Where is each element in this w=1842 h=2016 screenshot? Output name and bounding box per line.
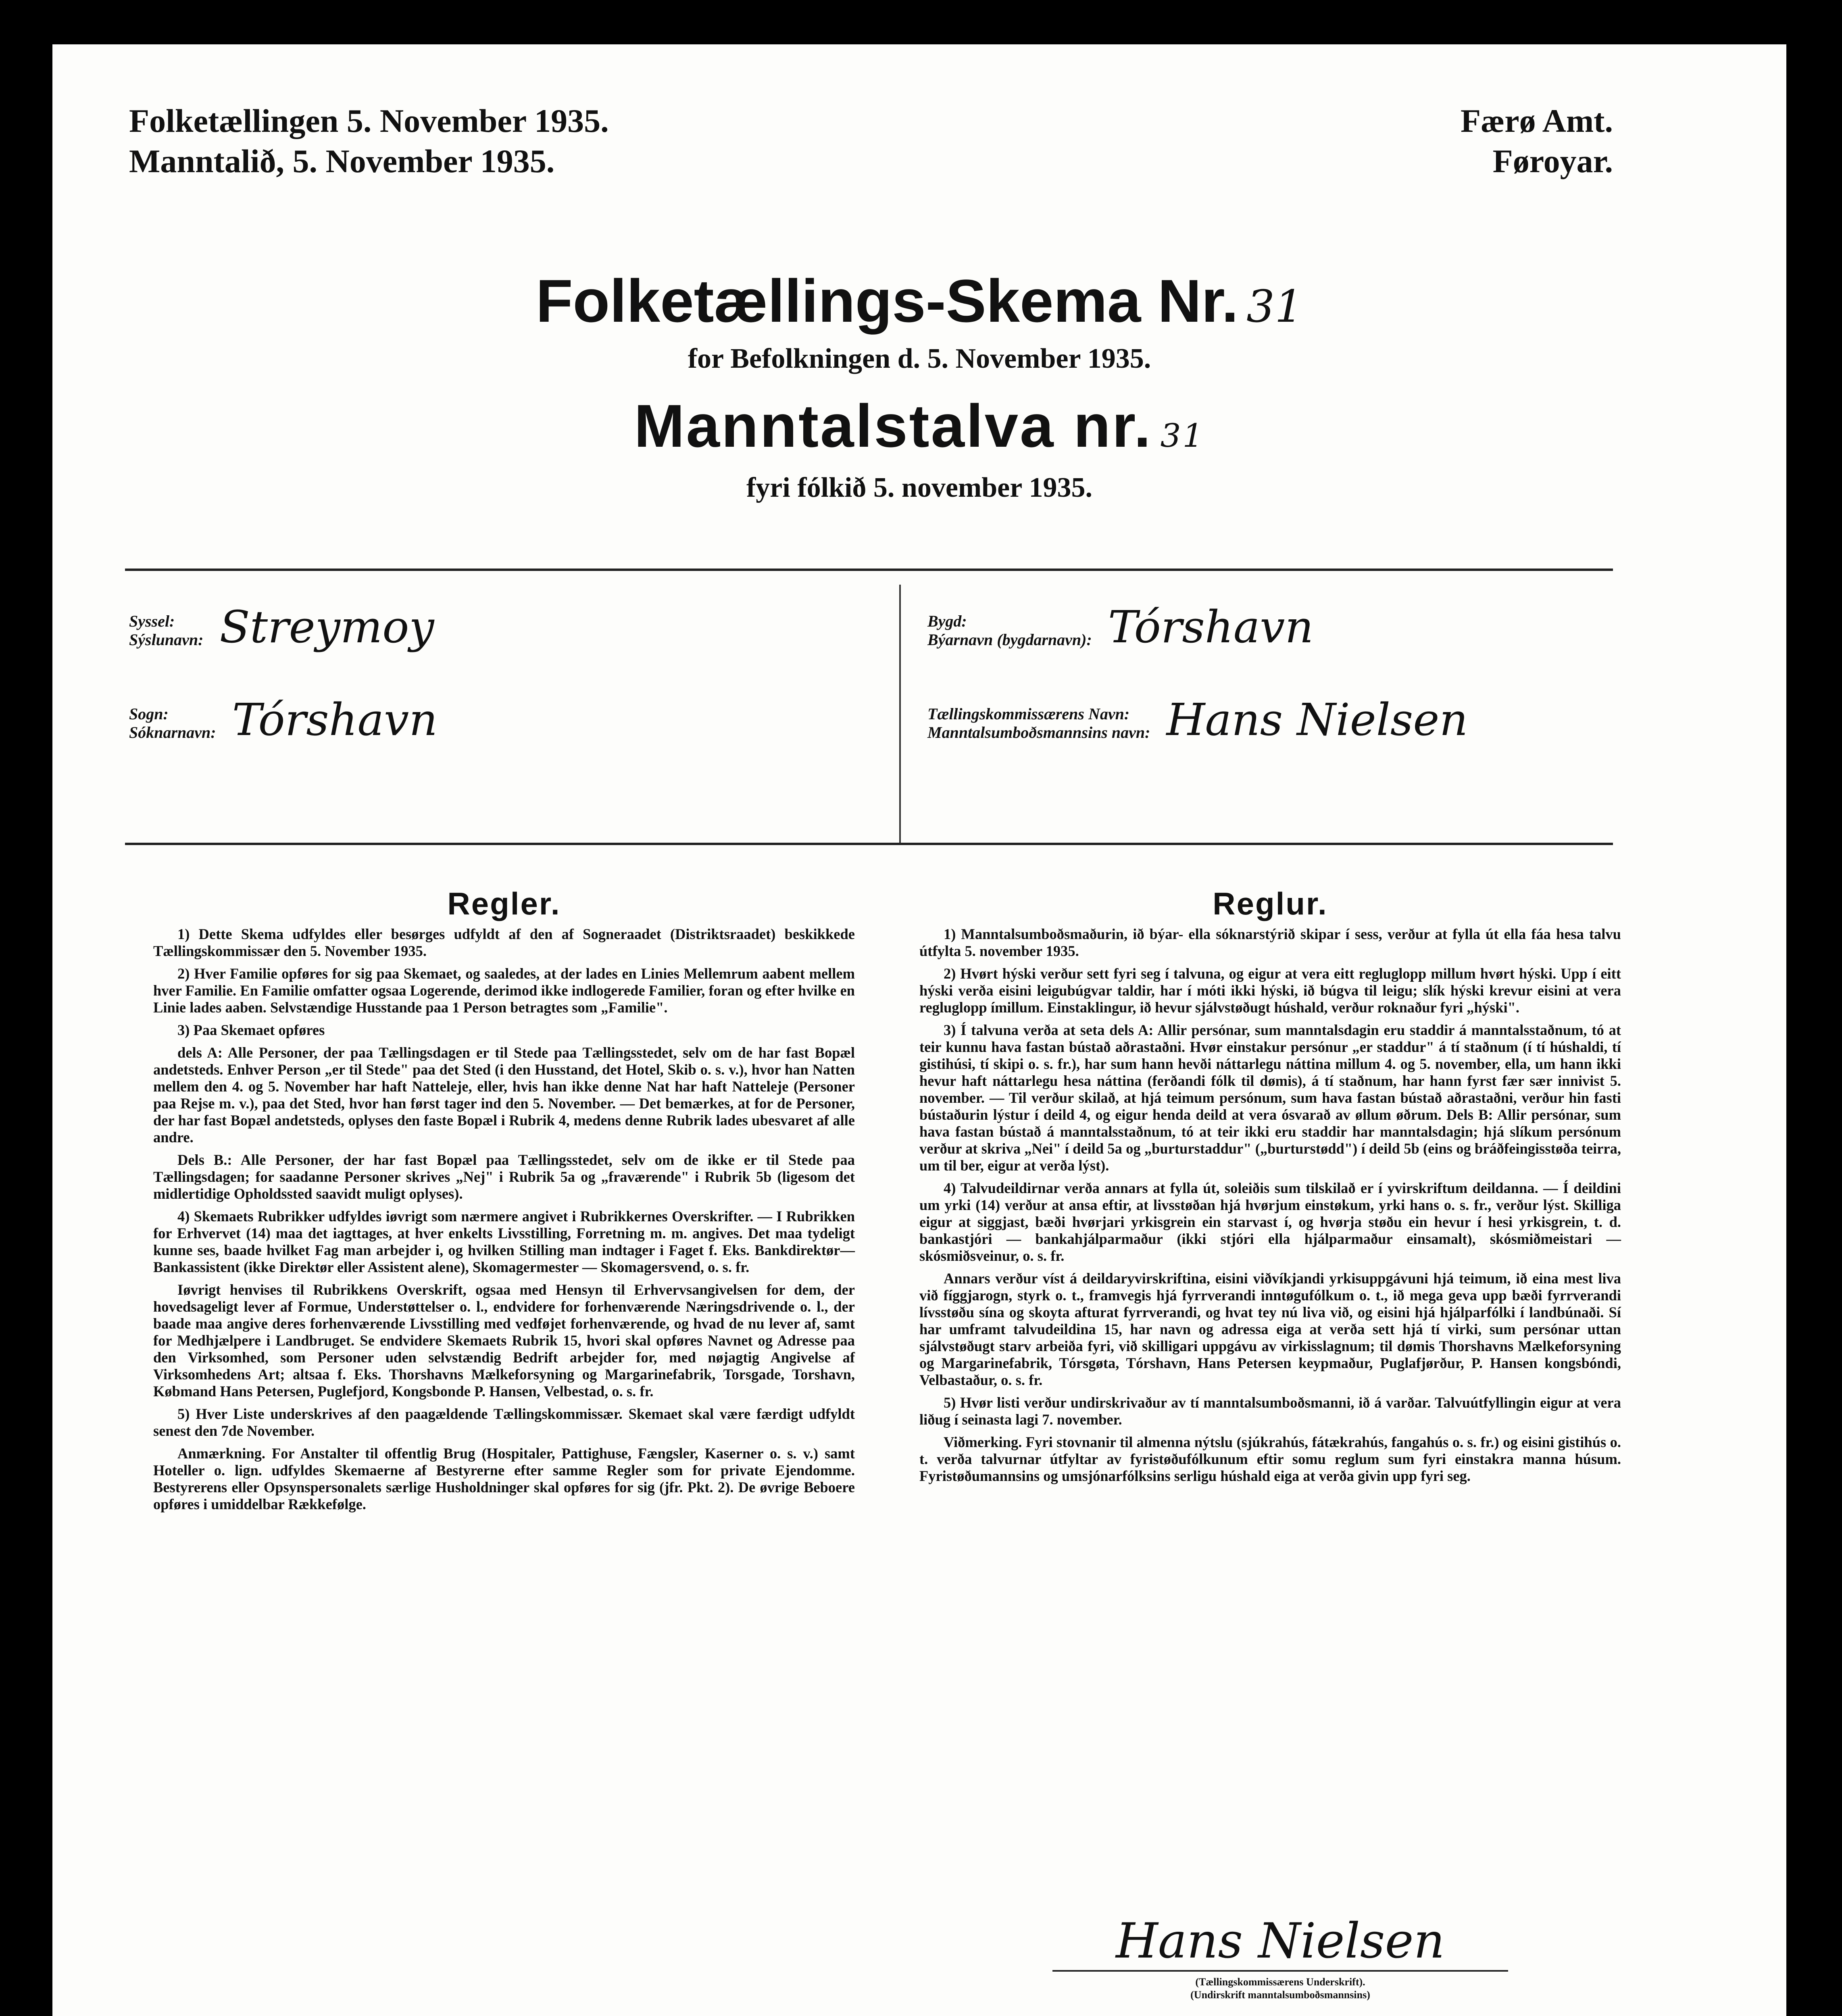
regler-paragraph: 3) Paa Skemaet opføres <box>177 1022 325 1038</box>
header-right <box>1461 101 1613 181</box>
divider-top <box>125 569 1613 571</box>
schema-number: 31 <box>1246 281 1303 332</box>
signature-caption-faroese: (Undirskrift manntalsumboðsmannsins) <box>1190 1989 1370 2001</box>
regler-paragraph: Iøvrigt henvises til Rubrikkens Overskrift, ogsaa med Hensyn til Erhvervsangivelsen for dem, der hovedsageligt lever af Formue, Understøttelser o. l., endvidere for forhenværende Næringsdrivende o. l., der baade maa angive deres forhenværende Livsstilling med vedføjet forhenværende, og hvad de nu lever af, samt for Medhjælpere i Landbruget. Se endvidere Skemaets Rubrik 15, hvori skal opføres Navnet og Adresse paa den Virksomhed, som Personer uden selvstændig Bedrift arbejder for, med nøjagtig Angivelse af Virksomhedens Art; altsaa f. Eks. Thorshavns Mælkeforsyning og Margarinefabrik, Torsgade, Torshavn, Købmand Hans Petersen, Puglefjord, Kongsbonde P. Hansen, Velbestad, o. s. fr. <box>153 1281 855 1400</box>
field-syssel-value: Streymoy <box>219 601 434 653</box>
manntal-title <box>52 391 1786 461</box>
reglur-paragraph: 5) Hvør listi verður undirskrivaður av tí manntalsumboðsmanni, ið á varðar. Talvuútfyllingin eigur at vera liðug í seinasta lagi 7. november. <box>919 1394 1621 1428</box>
field-bygd-value: Tórshavn <box>1108 601 1314 653</box>
field-bygd-label: Bygd: Býarnavn (bygdarnavn): <box>927 612 1092 649</box>
regler-paragraph: 5) Hver Liste underskrives af den paagældende Tællingskommissær. Skemaet skal være færdigt udfyldt senest den 7de November. <box>153 1406 855 1439</box>
field-syssel-label: Syssel: Sýslunavn: <box>129 612 204 649</box>
manntal-number: 31 <box>1160 417 1205 454</box>
reglur-paragraph: Viðmerking. Fyri stovnanir til almenna nýtslu (sjúkrahús, fátækrahús, fangahús o. s. fr.) og eisini gistihús o. t. verða talvurnar útfyltar av fyristøðufólkunum eftir somu reglum sum fyri einstakra manna húsum. Fyristøðumannsins og umsjónarfólksins serligu húshald eiga at verða givin upp fyri seg. <box>919 1434 1621 1484</box>
header-census-faroese: Manntalið, 5. November 1935. <box>129 143 555 179</box>
field-kommissaer-value: Hans Nielsen <box>1166 694 1468 746</box>
signature-block <box>1052 1915 1508 2001</box>
signature-caption-danish: (Tællingskommissærens Underskrift). <box>1195 1976 1365 1988</box>
divider-bottom <box>125 843 1613 845</box>
regler-paragraph: 1) Dette Skema udfyldes eller besørges udfyldt af den af Sogneraadet (Distriktsraadet) beskikkede Tællingskommissær den 5. November 1935. <box>153 926 855 959</box>
reglur-column <box>919 886 1621 1490</box>
reglur-heading: Reglur. <box>1213 886 1328 921</box>
reglur-paragraph: 3) Í talvuna verða at seta dels A: Allir persónar, sum manntalsdagin eru staddir á manntalsstaðnum, tó at teir kunnu hava fastan bústað aðrastaðni. Hvør einstakur persónur „er staddur" á tí staðnum (í tí húshaldi, tí gistihúsi, tí skipi o. s. fr.), har sum hann hevði náttarlegu náttina millum 4. og 5. november, ella, um hann ikki hevur haft náttarlegu hesa náttina (ferðandi fólk til dømis), á tí staðnum, har hann fyrst fær sær innivist 5. november. — Til verður skilað, at hjá teimum persónum, sum hava fastan bústað aðrastaðni, verður hin fasti bústaðurin lýstur í deild 4, og eigur henda deild at vera ósvarað av øllum øðrum. Dels B: Allir persónar, sum hava fastan bústað á manntalsstaðnum, tó at teir ikki eru staddir har manntalsdagin; hjá slíkum persónum verður at skriva „Nei" í deild 5a og „burturstaddur" („burturstødd") í deild 5b (eins og bráðfeingisstøða teirra, um til ber, eigur at verða lýst). <box>919 1022 1621 1174</box>
header-census-danish: Folketællingen 5. November 1935. <box>129 102 609 139</box>
header-left <box>129 101 609 181</box>
signature-name: Hans Nielsen <box>1116 1913 1445 1969</box>
regler-paragraph: 4) Skemaets Rubrikker udfyldes iøvrigt som nærmere angivet i Rubrikkernes Overskrifter. — I Rubrikken for Erhvervet (14) maa det iagttages, at hver enkelts Livsstilling, Forretning m. m. angives. Det maa tydeligt kunne ses, baade hvilket Fag man arbejder i, og hvilken Stilling man indtager i Faget f. Eks. Bankdirektør—Bankassistent (ikke Direktør eller Assistent alene), Skomagermester — Skomagersvend, o. s. fr. <box>153 1208 855 1275</box>
field-bygd <box>927 601 1314 653</box>
reglur-paragraph: Annars verður víst á deildaryvirskriftina, eisini viðvíkjandi yrkisuppgávuni hjá teimum, ið eina mest liva við fíggjarogn, styrk o. t., framvegis hjá fyrrverandi inntøgufólkum o. t., ið mega geva upp bæði fyrrverandi lívsstøðu sína og skoyta afturat fyrrverandi, og hvat tey nú liva við, og eisini hjá hjálparfólki í landbúnaði. Sí har umframt talvudeildina 15, har navn og adressa eiga at verða sett hjá tí virki, sum persónar uttan sjálvstøðugt starv arbeiða fyri, við skilligari uppgávu av virkisslagnum; til dømis Thorshavns Mælkeforsyning og Margarinefabrik, Tórsgøta, Tórshavn, Hans Petersen keypmaður, Puglafjørður, P. Hansen kongsbóndi, Velbastaður, o. s. fr. <box>919 1270 1621 1388</box>
manntal-title-text: Manntalstalva nr. <box>634 392 1152 460</box>
regler-column <box>153 886 855 1518</box>
regler-paragraph: 2) Hver Familie opføres for sig paa Skemaet, og saaledes, at der lades en Linies Mellemrum aabent mellem hver Familie. En Familie omfatter ogsaa Logerende, derimod ikke indlogerede Familier, foran og efter hvilke en Linie lades aaben. Selvstændige Husstande paa 1 Person betragtes som „Familie". <box>153 965 855 1016</box>
census-form-page <box>52 44 1786 2016</box>
header-amt: Færø Amt. <box>1460 102 1613 139</box>
field-syssel <box>129 601 434 653</box>
regler-paragraph: Anmærkning. For Anstalter til offentlig Brug (Hospitaler, Pattighuse, Fængsler, Kaserner o. s. v.) samt Hoteller o. lign. udfyldes Skemaerne af Bestyrerne efter samme Regler som for private Ejendomme. Bestyrerens eller Opsynspersonalets særlige Husholdninger skal opføres for sig (jfr. Pkt. 2). De øvrige Beboere opføres i umiddelbar Rækkefølge. <box>153 1445 855 1512</box>
signature-line <box>1052 1970 1508 1972</box>
schema-title <box>52 266 1786 336</box>
divider-vertical <box>899 585 901 843</box>
field-sogn-label: Sogn: Sóknarnavn: <box>129 705 216 741</box>
schema-subtitle: for Befolkningen d. 5. November 1935. <box>688 343 1151 374</box>
manntal-subtitle: fyri fólkið 5. november 1935. <box>746 472 1093 503</box>
header-foroyar: Føroyar. <box>1492 143 1613 179</box>
reglur-paragraph: 1) Manntalsumboðsmaðurin, ið býar- ella sóknarstýrið skipar í sess, verður at fylla út ella fáa hesa talvu útfylta 5. november 1935. <box>919 926 1621 959</box>
reglur-paragraph: 2) Hvørt hýski verður sett fyri seg í talvuna, og eigur at vera eitt regluglopp millum hvørt hýski. Upp í eitt hýski verða eisini leigubúgvar taldir, har í móti ikki hýski, ið búgva til leigu; slík hýski krevur eisini at vera regluglopp ímillum. Einstaklingur, ið hevur sjálvstøðugt húshald, verður roknaður fyri „hýski". <box>919 965 1621 1016</box>
regler-paragraph: Dels B.: Alle Personer, der har fast Bopæl paa Tællingsstedet, selv om de ikke er til Stede paa Tællingsdagen; for saadanne Personer skrives „Nej" i Rubrik 5a og „fraværende" i Rubrik 5b (ligesom det midlertidige Opholdssted saavidt muligt oplyses). <box>153 1152 855 1202</box>
field-kommissaer <box>927 694 1468 746</box>
field-sogn-value: Tórshavn <box>232 694 438 746</box>
field-sogn <box>129 694 438 746</box>
regler-heading: Regler. <box>447 886 561 921</box>
reglur-paragraph: 4) Talvudeildirnar verða annars at fylla út, soleiðis sum tilskilað er í yvirskriftum deildanna. — Í deildini um yrki (14) verður at ansa eftir, at livsstøðan hjá hvørjum einstøkum, yrki hans o. s. fr., verður lýst. Skilliga eigur at siggjast, bæði hvørjari yrkisgrein ein starvast í, og hvørja støðu ein hevur í hesi yrkisgrein, t. d. bankastjóri — bankahjálparmaður (ikki stjóri ella hjálparmaður einsamalt), skósmiðmeistari — skósmiðsveinur, o. s. fr. <box>919 1180 1621 1264</box>
schema-title-text: Folketællings-Skema Nr. <box>536 267 1239 335</box>
regler-paragraph: dels A: Alle Personer, der paa Tællingsdagen er til Stede paa Tællingsstedet, selv om de har fast Bopæl andetsteds. Enhver Person „er til Stede" paa det Sted (i den Husstand, det Hotel, Skib o. s. v.), hvor han Natten mellem den 4. og 5. November har haft Natteleje, eller, hvis han ikke denne Nat har haft Natteleje (Personer paa Rejse m. v.), paa det Sted, hvor han først tager ind den 5. November. — Det bemærkes, at for de Personer, der har fast Bopæl andetsteds, oplyses den faste Bopæl i Rubrik 4, medens denne Rubrik lades ubesvaret af alle andre. <box>153 1044 855 1145</box>
field-kommissaer-label: Tællingskommissærens Navn: Manntalsumboðsmannsins navn: <box>927 705 1150 741</box>
